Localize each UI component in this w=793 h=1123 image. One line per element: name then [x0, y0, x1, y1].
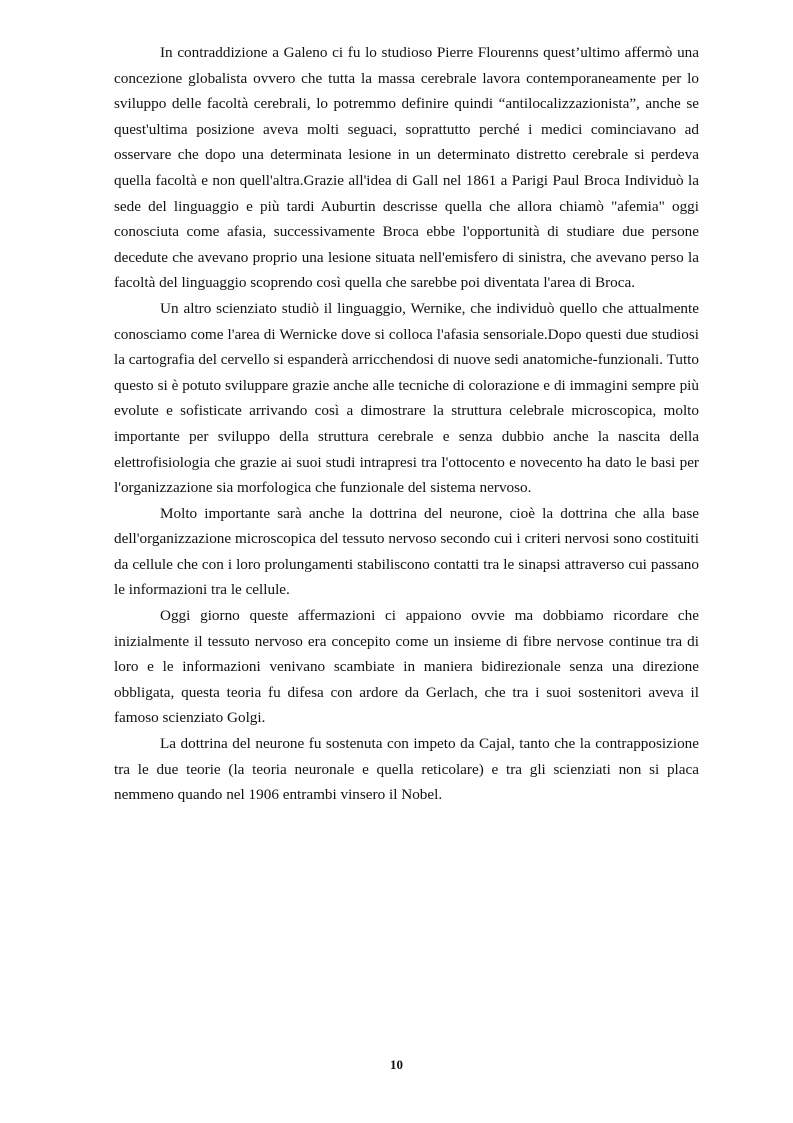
paragraph-1: In contraddizione a Galeno ci fu lo studioso Pierre Flourenns quest’ultimo affermò una concezione globalista ovvero che tutta la massa cerebrale lavora contemporaneamente per lo sviluppo delle facoltà cerebrali, lo potremmo definire quindi “antilocalizzazionista”, anche se quest'ultima posizione aveva molti seguaci, soprattutto perché i medici cominciavano ad osservare che dopo una determinata lesione in un determinato distretto cerebrale si perdeva quella facoltà e non quell'altra.Grazie all'idea di Gall nel 1861 a Parigi Paul Broca Individuò la sede del linguaggio e più tardi Auburtin descrisse quella che allora chiamò "afemia" oggi conosciuta come afasia, successivamente Broca ebbe l'opportunità di studiare due persone decedute che avevano proprio una lesione situata nell'emisfero di sinistra, che avevano perso la facoltà del linguaggio scoprendo così quella che sarebbe poi diventata l'area di Broca. — [114, 44, 699, 292]
paragraph-3: Molto importante sarà anche la dottrina del neurone, cioè la dottrina che alla base dell'organizzazione microscopica del tessuto nervoso secondo cui i criteri nervosi sono costituiti da cellule che con i loro prolungamenti stabiliscono contatti tra le sinapsi attraverso cui passano le informazioni tra le cellule. — [114, 504, 699, 599]
body-text — [114, 40, 699, 808]
paragraph-5: La dottrina del neurone fu sostenuta con impeto da Cajal, tanto che la contrapposizione tra le due teorie (la teoria neuronale e quella reticolare) e tra gli scienziati non si placa nemmeno quando nel 1906 entrambi vinsero il Nobel. — [114, 735, 699, 804]
paragraph-4: Oggi giorno queste affermazioni ci appaiono ovvie ma dobbiamo ricordare che inizialmente il tessuto nervoso era concepito come un insieme di fibre nervose continue tra di loro e le informazioni venivano scambiate in maniera bidirezionale senza una direzione obbligata, questa teoria fu difesa con ardore da Gerlach, che tra i suoi sostenitori aveva il famoso scienziato Golgi. — [114, 607, 699, 727]
page-number: 10 — [390, 1057, 403, 1072]
paragraph-2: Un altro scienziato studiò il linguaggio, Wernike, che individuò quello che attualmente conosciamo come l'area di Wernicke dove si colloca l'afasia sensoriale.Dopo questi due studiosi la cartografia del cervello si espanderà arricchendosi di nuove sedi anatomiche-funzionali. Tutto questo si è potuto sviluppare grazie anche alle tecniche di colorazione e di immagini sempre più evolute e sofisticate arrivando così a dimostrare la struttura celebrale microscopica, molto importante per sviluppo della struttura cerebrale e senza dubbio anche la nascita della elettrofisiologia che grazie ai suoi studi intrapresi tra l'ottocento e novecento ha dato le basi per l'organizzazione sia morfologica che funzionale del sistema nervoso. — [114, 299, 699, 497]
